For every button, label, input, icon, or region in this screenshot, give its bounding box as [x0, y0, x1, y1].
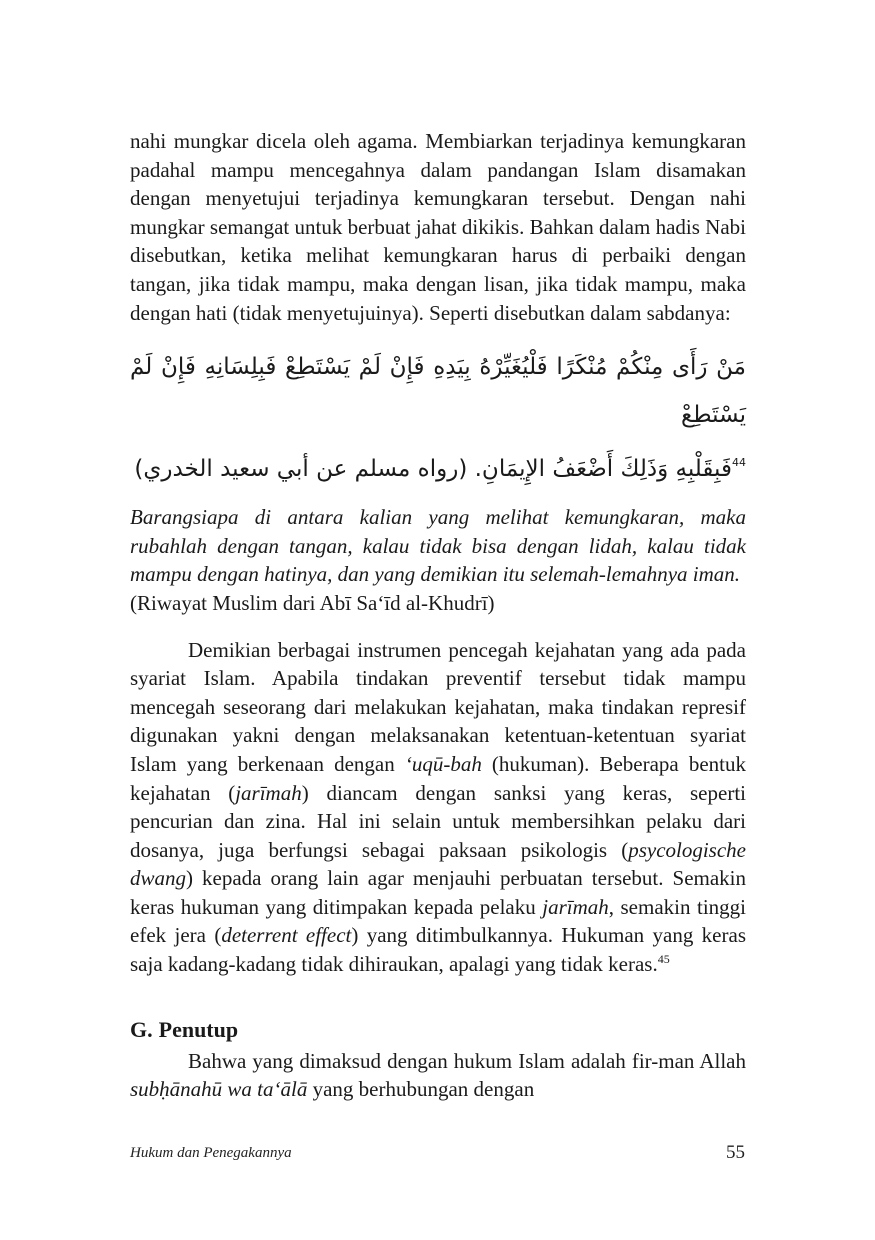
page-number: 55 — [726, 1142, 745, 1163]
hadith-line-2-text: فَبِقَلْبِهِ وَذَلِكَ أَضْعَفُ الإِيمَانِ. (رواه مسلم عن أبي سعيد الخدري) — [134, 456, 732, 483]
paragraph-2 — [130, 636, 746, 979]
footnote-45[interactable]: 45 — [657, 952, 670, 967]
term-psycologische-dwang: psycologische dwang — [130, 837, 746, 891]
translation-reference: (Riwayat Muslim dari Abī Sa‘īd al-Khudrī) — [130, 590, 495, 615]
paragraph-2-text: ) diancam dengan sanksi yang keras, seperti pencurian dan zina. Hal ini selain untuk membersihkan pelaku dari dosanya, juga berfungsi sebagai paksaan psikologis ( — [130, 780, 746, 862]
term-deterrent-effect: deterrent effect — [221, 923, 352, 948]
paragraph-3-text: Bahwa yang dimaksud dengan hukum Islam adalah fir-man Allah — [188, 1048, 746, 1073]
paragraph-2-text: ) kepada orang lain agar menjauhi perbuatan tersebut. Semakin keras hukuman yang ditimpakan kepada pelaku — [130, 866, 746, 919]
translation-text: Barangsiapa di antara kalian yang melihat kemungkaran, maka rubahlah dengan tangan, kalau tidak bisa dengan lidah, kalau tidak mampu dengan hatinya, dan yang demikian itu selemah-lemahnya iman. — [130, 505, 746, 587]
term-jarimah: jarīmah — [235, 780, 302, 805]
paragraph-1: nahi mungkar dicela oleh agama. Membiarkan terjadinya kemungkaran padahal mampu mencegahnya dalam pandangan Islam disamakan dengan menyetujui terjadinya kemungkaran tersebut. Dengan nahi mungkar semangat untuk berbuat jahat dikikis. Bahkan dalam hadis Nabi disebutkan, ketika melihat kemungkaran harus di perbaiki dengan tangan, jika tidak mampu, maka dengan lisan, jika tidak mampu, maka dengan hati (tidak menyetujuinya). Seperti disebutkan dalam sabdanya: — [130, 129, 746, 325]
hadith-arabic — [130, 343, 746, 493]
paragraph-2-text: ) yang ditimbulkannya. Hukuman yang keras saja kadang-kadang tidak dihiraukan, apalagi yang tidak keras. — [130, 923, 746, 977]
paragraph-2-text: Demikian berbagai instrumen pencegah kejahatan yang ada pada syariat Islam. Apabila tindakan preventif tersebut tidak mampu mencegah seseorang dari melakukan kejahatan, maka tindakan represif digunakan yakni dengan melaksanakan ketentuan-ketentuan syariat Islam yang berkenaan dengan — [130, 637, 746, 776]
hadith-translation — [130, 503, 746, 617]
term-jarimah: jarīmah — [542, 894, 609, 919]
section-title: Penutup — [158, 1016, 239, 1042]
section-heading — [130, 1015, 746, 1045]
paragraph-2-text: (hukuman). Beberapa bentuk kejahatan ( — [130, 751, 746, 805]
page-body — [130, 127, 746, 1104]
paragraph-3 — [130, 1047, 746, 1104]
paragraph-3-text: yang berhubungan dengan — [307, 1077, 535, 1102]
term-subhanahu: subḥānahū wa ta‘ālā — [130, 1077, 308, 1102]
paragraph-2-text: , semakin tinggi efek jera ( — [130, 894, 746, 948]
term-uqubah: ‘uqū-bah — [404, 751, 482, 776]
hadith-line-2 — [130, 439, 746, 493]
footnote-44[interactable]: 44 — [732, 456, 746, 470]
hadith-line-1: مَنْ رَأَى مِنْكُمْ مُنْكَرًا فَلْيُغَيِّرْهُ بِيَدِهِ فَإِنْ لَمْ يَسْتَطِعْ فَبِلِسَانِهِ فَإِنْ لَمْ يَسْتَطِعْ — [130, 354, 746, 429]
section-number: G. — [130, 1016, 153, 1042]
running-footer-title: Hukum dan Penegakannya — [130, 1145, 292, 1161]
